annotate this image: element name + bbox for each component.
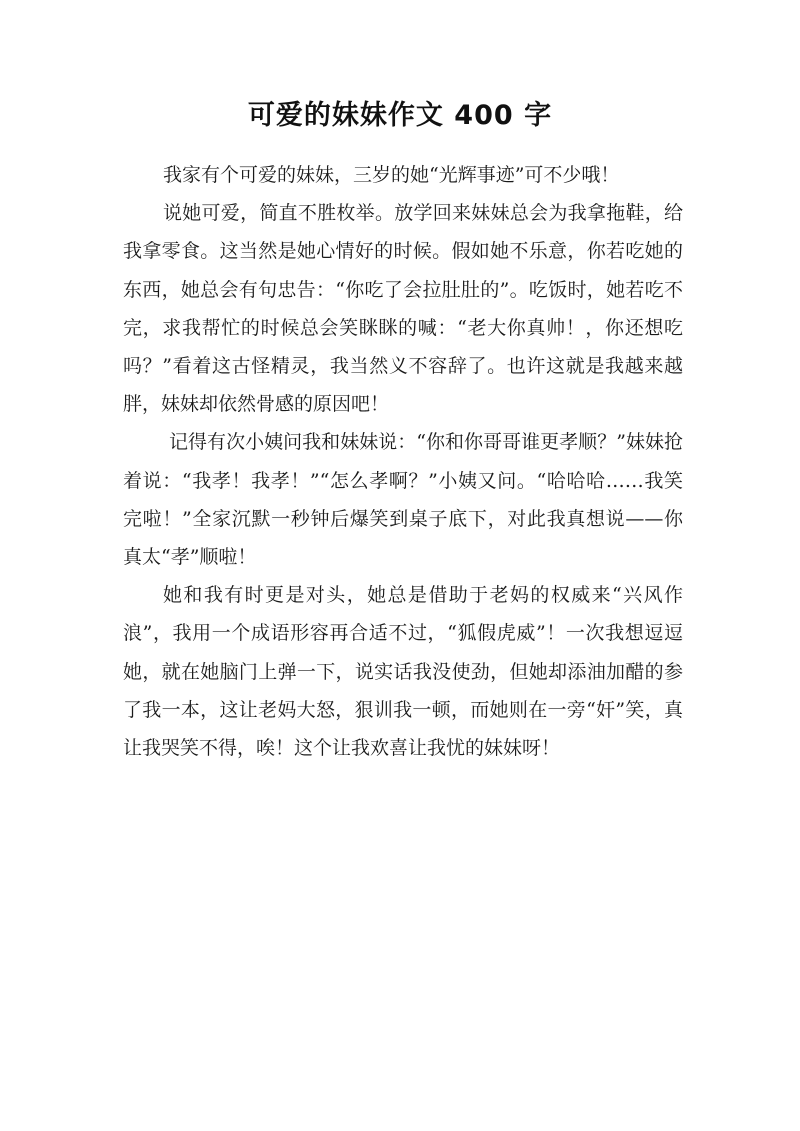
paragraph-4: 她和我有时更是对头，她总是借助于老妈的权威来“兴风作浪”，我用一个成语形容再合适不过，“狐假虎威”！一次我想逗逗她，就在她脑门上弹一下，说实话我没使劲，但她却添油加醋的参了我一本，这让老妈大怒，狠训我一顿，而她则在一旁“奸”笑，真让我哭笑不得，唉！这个让我欢喜让我忧的妹妹呀！ — [123, 584, 683, 760]
document-body — [123, 156, 683, 767]
paragraph-1: 我家有个可爱的妹妹，三岁的她“光辉事迹”可不少哦！ — [163, 164, 620, 186]
document-title: 可爱的妹妹作文 400 字 — [247, 100, 553, 131]
paragraph-2: 说她可爱，简直不胜枚举。放学回来妹妹总会为我拿拖鞋，给我拿零食。这当然是她心情好的时候。假如她不乐意，你若吃她的东西，她总会有句忠告：“你吃了会拉肚肚的”。吃饭时，她若吃不完，求我帮忙的时候总会笑眯眯的喊：“老大你真帅！，你还想吃吗？”看着这古怪精灵，我当然义不容辞了。也许这就是我越来越胖，妹妹却依然骨感的原因吧！ — [123, 202, 683, 416]
paragraph-3: 记得有次小姨问我和妹妹说：“你和你哥哥谁更孝顺？”妹妹抢着说：“我孝！我孝！”“怎么孝啊？”小姨又问。“哈哈哈……我笑完啦！”全家沉默一秒钟后爆笑到桌子底下，对此我真想说——你真太“孝”顺啦！ — [123, 431, 683, 569]
